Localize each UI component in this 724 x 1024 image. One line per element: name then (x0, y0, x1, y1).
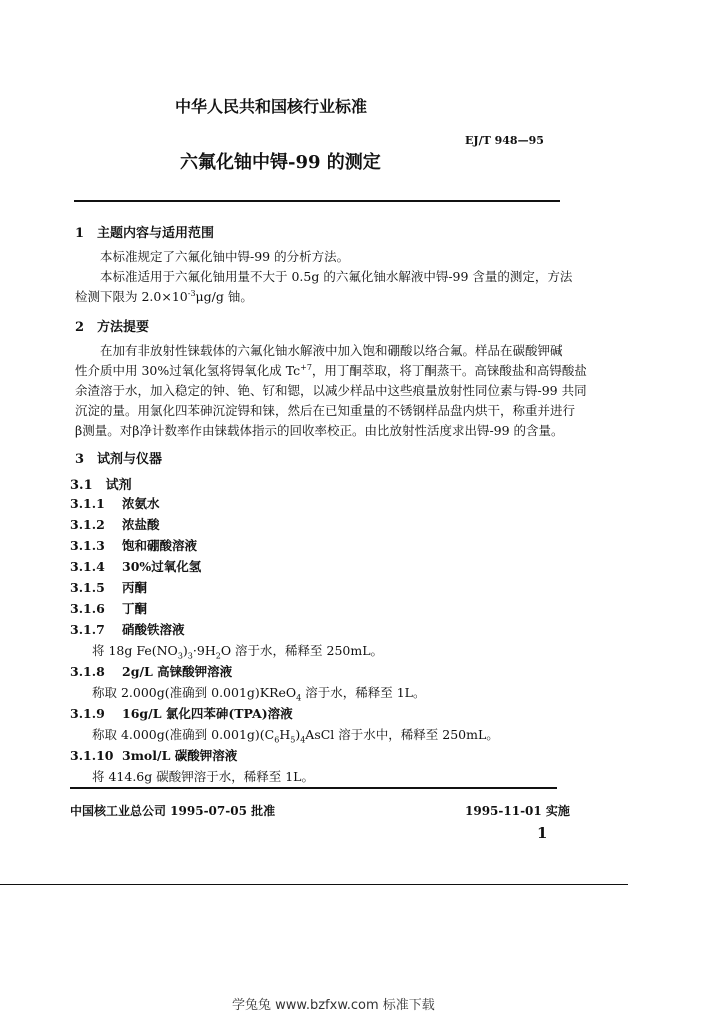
reagent-item: 3.1.3 饱和硼酸溶液 (70, 538, 198, 553)
reagent-item: 3.1.10 3mol/L 碳酸钾溶液 (70, 748, 238, 763)
page-number: 1 (537, 824, 548, 842)
document-title: 六氟化铀中锝-99 的测定 (180, 152, 381, 173)
section-1-paragraph-2: 本标准适用于六氟化铀用量不大于 0.5g 的六氟化铀水解液中锝-99 含量的测定，方法 (100, 269, 573, 284)
scan-edge-line (0, 884, 628, 885)
section-2-line-5: β测量。对β净计数率作由铼载体指示的回收率校正。由比放射性活度求出锝-99 的含量。 (75, 423, 564, 438)
site-watermark: 学兔兔 www.bzfxw.com 标准下载 (232, 998, 435, 1013)
section-3-heading: 3 试剂与仪器 (75, 452, 163, 467)
reagent-item: 3.1.5 丙酮 (70, 580, 148, 595)
reagent-description: 称取 2.000g(准确到 0.001g)KReO$_4$ 溶于水，稀释至 1L。 (92, 685, 426, 703)
reagent-item: 3.1.6 丁酮 (70, 601, 148, 616)
section-2-heading: 2 方法提要 (75, 320, 150, 335)
section-2-line-3: 余渣溶于水，加入稳定的钟、铯、钌和锶，以减少样品中这些痕量放射性同位素与锝-99 共同 (75, 383, 587, 398)
reagent-item: 3.1.8 2g/L 高铼酸钾溶液 (70, 664, 233, 679)
issue-date: 中国核工业总公司 1995-07-05 批准 (70, 804, 276, 818)
section-2-line-4: 沉淀的量。用氯化四苯砷沉淀锝和铼，然后在已知重量的不锈钢样品盘内烘干，称重并进行 (75, 403, 576, 418)
effective-date: 1995-11-01 实施 (465, 804, 570, 818)
reagent-description: 将 18g $Fe(NO_3)_3\cdot 9H_2O$ 溶于水，稀释至 250mL。 (92, 643, 384, 661)
reagent-item: 3.1.1 浓氨水 (70, 496, 160, 511)
reagent-item: 3.1.4 30%过氧化氢 (70, 559, 202, 574)
section-1-paragraph-1: 本标准规定了六氟化铀中锝-99 的分析方法。 (100, 249, 350, 264)
section-1-paragraph-3: 检测下限为 $2.0\times 10^{-3}\mu g/g$ 铀。 (75, 288, 253, 304)
standard-code: EJ/T 948—95 (465, 134, 544, 147)
reagent-description: 称取 4.000g(准确到 $0.001g)(C_6H_5)_4AsCl$ 溶于水中，稀释至 250mL。 (92, 727, 499, 745)
reagent-description: 将 414.6g 碳酸钾溶于水，稀释至 1L。 (92, 769, 314, 784)
reagent-item: 3.1.9 16g/L 氯化四苯砷(TPA)溶液 (70, 706, 293, 721)
standard-type: 中华人民共和国核行业标准 (175, 97, 368, 116)
footer-rule (70, 787, 557, 789)
reagent-item: 3.1.7 硝酸铁溶液 (70, 622, 185, 637)
section-1-heading: 1 主题内容与适用范围 (75, 226, 215, 241)
section-2-line-2: 性介质中用 30%过氧化氢将锝氧化成 $Tc^{+7}$，用丁酮萃取，将丁酮蒸干。高铼酸盐和高锝酸盐 (75, 362, 587, 378)
section-3-1-heading: 3.1 试剂 (70, 478, 132, 493)
section-2-line-1: 在加有非放射性铼载体的六氟化铀水解液中加入饱和硼酸以络合氟。样品在碳酸钾碱 (100, 343, 563, 358)
reagent-item: 3.1.2 浓盐酸 (70, 517, 160, 532)
header-rule (74, 200, 560, 202)
